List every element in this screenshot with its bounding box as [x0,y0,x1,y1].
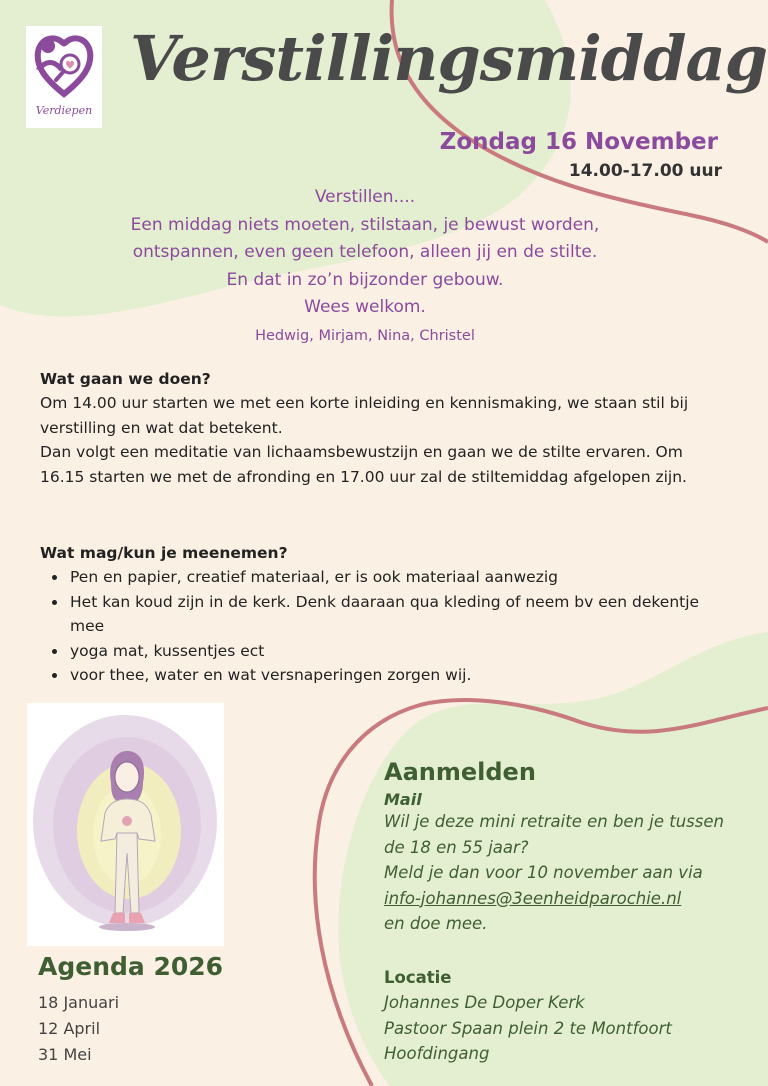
list-item: • yoga mat, kussentjes ect [68,639,730,664]
list-item: • Het kan koud zijn in de kerk. Denk daaraan qua kleding of neem bv een dekentje mee [68,590,730,639]
mail-label: Mail [384,790,422,809]
program-text: Om 14.00 uur starten we met een korte inleiding en kennismaking, we staan stil bij verstilling en wat dat betekent. [40,394,689,437]
meditating-woman-image [27,703,224,946]
signup-section [384,758,754,937]
signup-line: en doe mee. [384,914,488,933]
program-text: Dan volgt een meditatie van lichaamsbewustzijn en gaan we de stilte ervaren. Om 16.15 starten we met de afronding en 17.00 uur zal de stiltemiddag afgelopen zijn. [40,443,687,486]
intro-line: ontspannen, even geen telefoon, alleen jij en de stilte. [132,242,598,263]
signup-text [384,809,754,937]
intro-line: Een middag niets moeten, stilstaan, je bewust worden, [130,214,600,235]
event-time: 14.00-17.00 uur [568,161,722,181]
heart-magnifier-logo-icon [34,30,94,102]
signup-title: Aanmelden [384,758,536,786]
location-line: Hoofdingang [384,1044,490,1063]
program-section [40,367,730,489]
intro-line: En dat in zo’n bijzonder gebouw. [226,269,504,290]
signup-line: Wil je deze mini retraite en ben je tussen [384,812,724,831]
list-item: • voor thee, water en wat versnaperingen zorgen wij. [68,663,730,688]
email-link[interactable]: info-johannes@3eenheidparochie.nl [384,888,682,908]
list-item: • Pen en papier, creatief materiaal, er is ook materiaal aanwezig [68,565,730,590]
agenda-list [38,990,119,1068]
logo [26,26,102,128]
meditation-illustration [27,703,224,946]
agenda-date: 18 Januari [38,993,120,1012]
bring-list [40,565,730,688]
location-line: Johannes De Doper Kerk [384,993,585,1012]
intro-block [60,184,670,344]
signup-line: de 18 en 55 jaar? [384,837,529,857]
location-line: Pastoor Spaan plein 2 te Montfoort [384,1018,672,1038]
agenda-date: 31 Mei [38,1045,92,1064]
logo-text: Verdiepen [35,104,93,117]
agenda-title: Agenda 2026 [38,952,224,981]
agenda-date: 12 April [38,1019,101,1038]
intro-line: Wees welkom. [304,297,426,318]
bring-section [40,541,730,688]
organizer-names: Hedwig, Mirjam, Nina, Christel [255,327,475,344]
intro-line: Verstillen.... [314,187,416,207]
location-lines [384,990,754,1067]
bring-heading: Wat mag/kun je meenemen? [40,544,288,562]
event-date: Zondag 16 November [439,129,718,155]
location-title: Locatie [384,968,452,987]
signup-line: Meld je dan voor 10 november aan via [384,863,703,882]
page-title: Verstillingsmiddag [130,22,767,95]
location-section [384,966,754,1067]
program-heading: Wat gaan we doen? [40,370,211,388]
